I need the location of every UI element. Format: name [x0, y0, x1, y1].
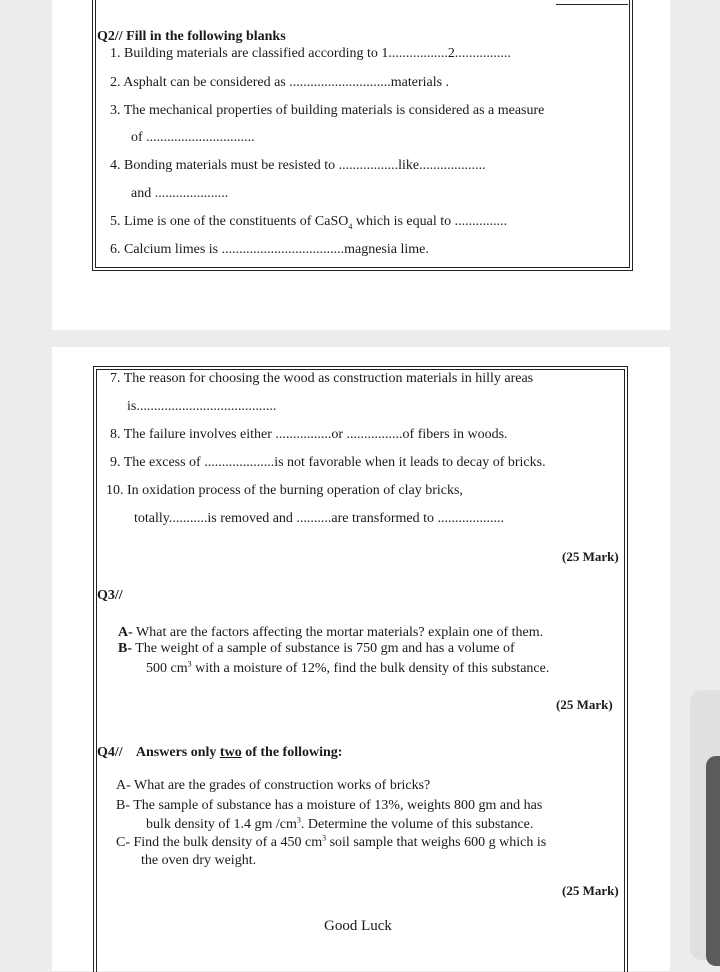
q3-title: Q3// — [97, 588, 123, 603]
q2-item-3-cont: of ............................... — [131, 130, 255, 145]
q2-item-7: 7. The reason for choosing the wood as construction materials in hilly areas — [110, 371, 534, 386]
q3-item-a: A- What are the factors affecting the mortar materials? explain one of them. — [118, 625, 544, 640]
q2-item-9: 9. The excess of ....................is not favorable when it leads to decay of bricks. — [110, 455, 546, 470]
q2-title: Q2// Fill in the following blanks — [97, 29, 286, 44]
q3-item-b-cont: 500 $cm^3$ with a moisture of 12%, find the bulk density of this substance. — [146, 659, 550, 676]
q4-item-b: B- The sample of substance has a moisture of 13%, weights 800 gm and has — [116, 798, 543, 813]
good-luck: Good Luck — [324, 918, 392, 934]
q4-item-a: A- What are the grades of construction works of bricks? — [116, 778, 431, 793]
q2-item-5: 5. Lime is one of the constituents of CaSO$_4$ which is equal to ............... — [110, 214, 508, 231]
q4-item-b-cont: bulk density of 1.4 gm $/cm^3$. Determine the volume of this substance. — [146, 815, 534, 832]
q4-mark: (25 Mark) — [562, 883, 619, 898]
q3-item-b: B- The weight of a sample of substance is 750 gm and has a volume of — [118, 641, 515, 656]
q3-mark: (25 Mark) — [556, 697, 613, 712]
q2-item-10: 10. In oxidation process of the burning operation of clay bricks, — [106, 483, 463, 498]
q2-item-4: 4. Bonding materials must be resisted to .................like................... — [110, 158, 486, 173]
q4-item-c-cont: the oven dry weight. — [141, 853, 257, 868]
q4-title: Q4// Answers only two of the following: — [97, 745, 343, 760]
q2-item-1: 1. Building materials are classified according to 1.................2................ — [110, 46, 511, 61]
q4-item-c: C- Find the bulk density of a 450 $cm^3$ soil sample that weighs 600 g which is — [116, 833, 547, 850]
q2-item-10-cont: totally...........is removed and ..........are transformed to ................... — [134, 511, 505, 526]
q2-mark: (25 Mark) — [562, 549, 619, 564]
side-panel-handle[interactable] — [706, 756, 720, 966]
q2-item-8: 8. The failure involves either ................or ................of fibers in woods. — [110, 427, 508, 442]
q2-item-2: 2. Asphalt can be considered as .............................materials . — [110, 75, 450, 90]
q2-item-3: 3. The mechanical properties of building materials is considered as a measure — [110, 103, 545, 118]
q2-item-7-cont: is........................................ — [127, 399, 277, 414]
q2-item-6: 6. Calcium limes is ...................................magnesia lime. — [110, 242, 429, 257]
header-mark-box — [556, 0, 628, 5]
q2-item-4-cont: and ..................... — [131, 186, 229, 201]
